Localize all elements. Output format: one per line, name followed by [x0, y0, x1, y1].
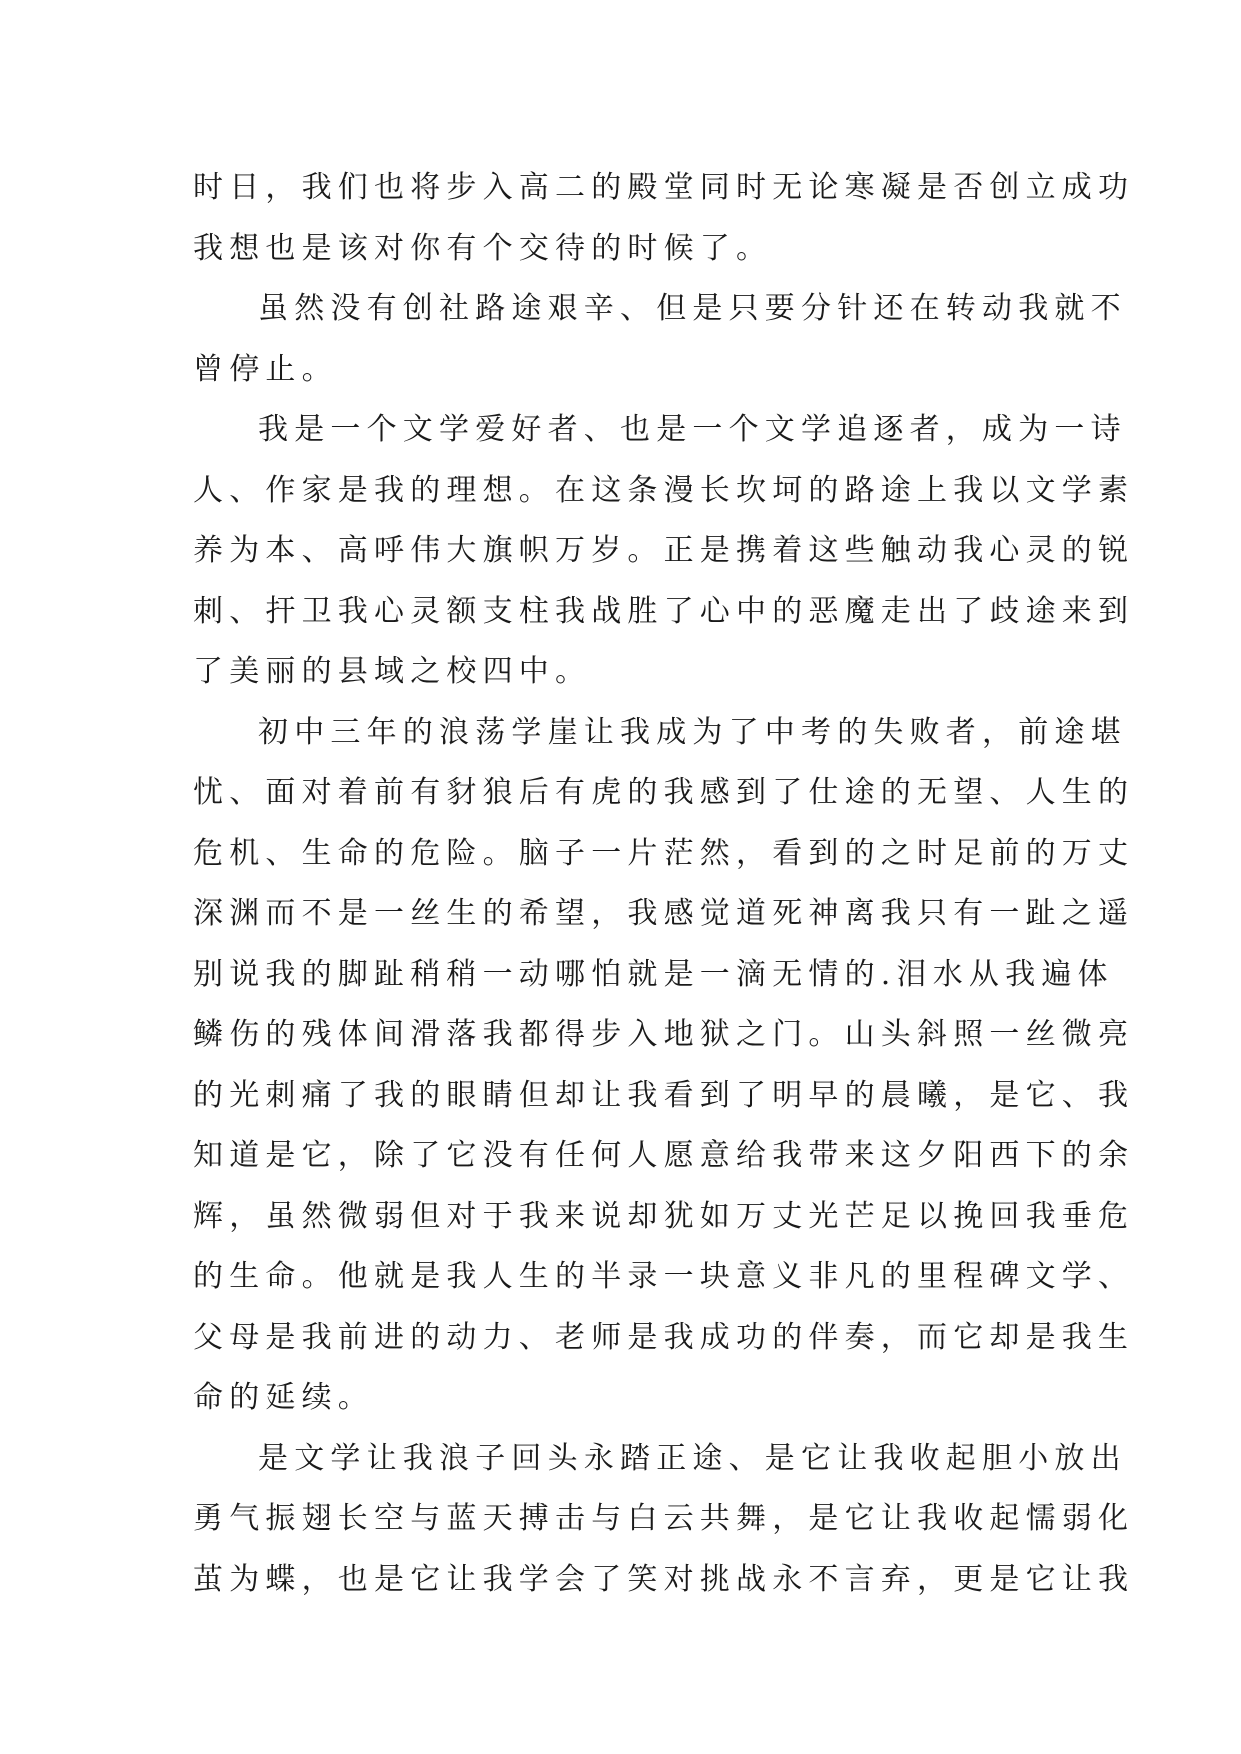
- text-line: 辉，虽然微弱但对于我来说却犹如万丈光芒足以挽回我垂危: [193, 1198, 1135, 1234]
- text-line: 时日，我们也将步入高二的殿堂同时无论寒凝是否创立成功: [193, 170, 1135, 205]
- text-line: 勇气振翅长空与蓝天搏击与白云共舞，是它让我收起懦弱化: [193, 1501, 1135, 1536]
- text-line: 别说我的脚趾稍稍一动哪怕就是一滴无情的.泪水从我遍体: [193, 956, 1114, 992]
- text-line: 刺、扞卫我心灵额支柱我战胜了心中的恶魔走出了歧途来到: [193, 593, 1135, 629]
- text-line: 父母是我前进的动力、老师是我成功的伴奏，而它却是我生: [193, 1319, 1135, 1355]
- text-line: 知道是它，除了它没有任何人愿意给我带来这夕阳西下的余: [193, 1138, 1135, 1173]
- text-line: 我是一个文学爱好者、也是一个文学追逐者，成为一诗: [258, 412, 1127, 447]
- text-line: 危机、生命的危险。脑子一片茫然，看到的之时足前的万丈: [193, 835, 1135, 871]
- text-line: 命的延续。: [193, 1380, 374, 1415]
- text-line: 人、作家是我的理想。在这条漫长坎坷的路途上我以文学素: [193, 472, 1135, 508]
- text-line: 的生命。他就是我人生的半录一块意义非凡的里程碑文学、: [193, 1259, 1135, 1294]
- text-line: 曾停止。: [193, 351, 338, 387]
- text-line: 鳞伤的残体间滑落我都得步入地狱之门。山头斜照一丝微亮: [193, 1017, 1135, 1052]
- text-line: 忧、面对着前有豺狼后有虎的我感到了仕途的无望、人生的: [193, 775, 1135, 810]
- text-line: 深渊而不是一丝生的希望，我感觉道死神离我只有一趾之遥: [193, 896, 1135, 931]
- text-line: 我想也是该对你有个交待的时候了。: [193, 230, 773, 266]
- text-line: 虽然没有创社路途艰辛、但是只要分针还在转动我就不: [258, 291, 1127, 326]
- text-line: 养为本、高呼伟大旗帜万岁。正是携着这些触动我心灵的锐: [193, 533, 1135, 568]
- text-line: 的光刺痛了我的眼睛但却让我看到了明早的晨曦，是它、我: [193, 1077, 1135, 1113]
- body-text: [193, 158, 1135, 1610]
- text-line: 是文学让我浪子回头永踏正途、是它让我收起胆小放出: [258, 1440, 1127, 1476]
- text-line: 了美丽的县域之校四中。: [193, 654, 592, 689]
- text-line: 初中三年的浪荡学崖让我成为了中考的失败者，前途堪: [258, 714, 1127, 750]
- text-line: 茧为蝶，也是它让我学会了笑对挑战永不言弃，更是它让我: [193, 1561, 1135, 1597]
